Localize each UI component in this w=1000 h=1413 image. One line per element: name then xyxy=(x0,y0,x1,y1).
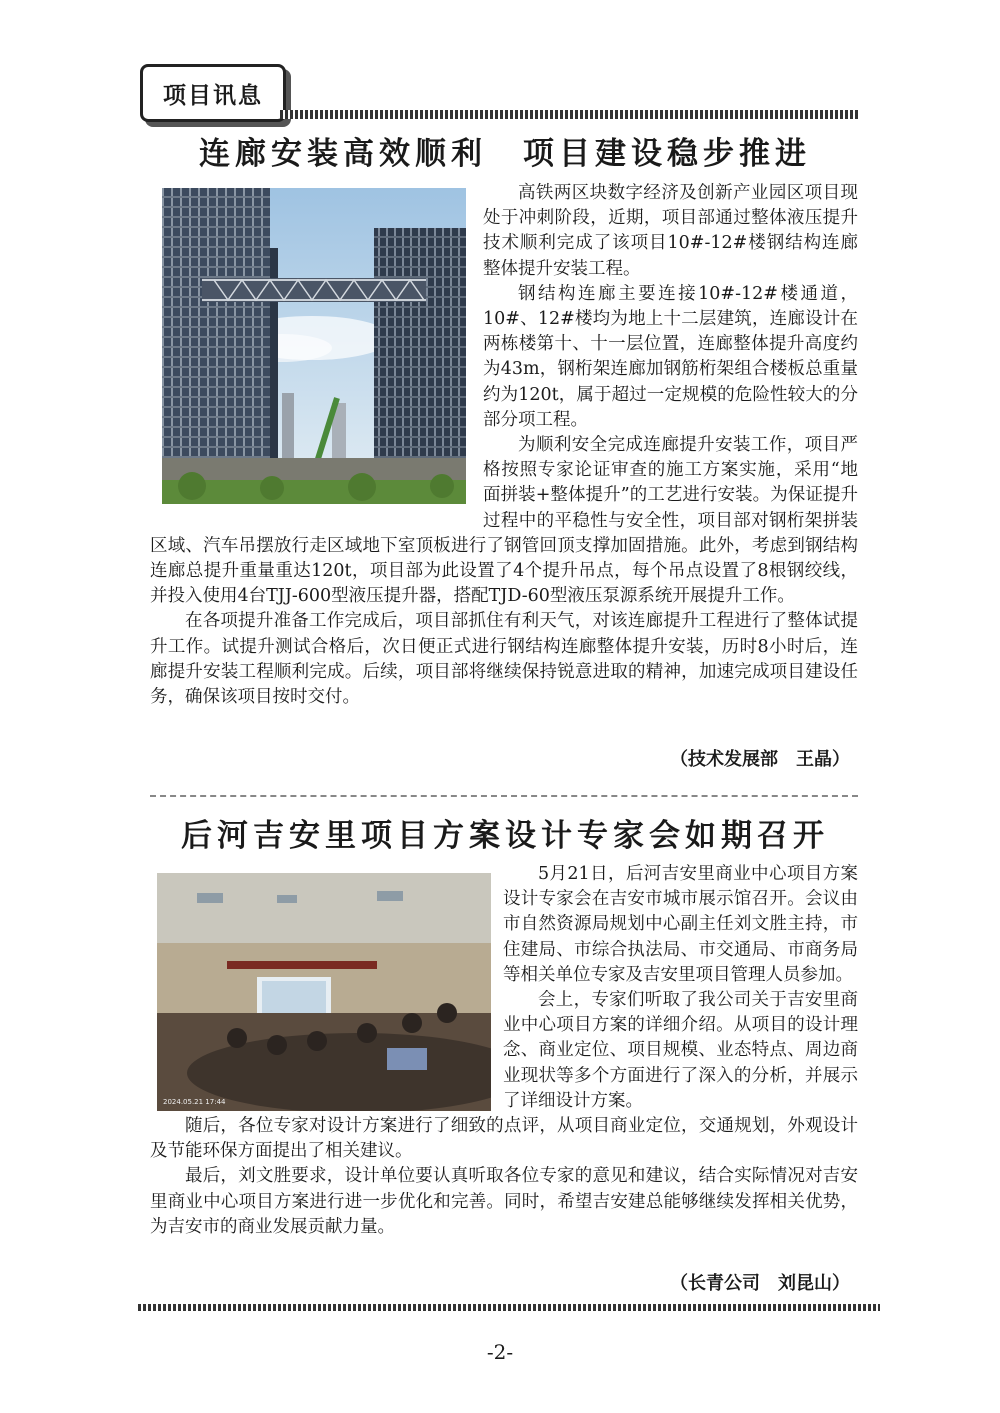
article2-headline: 后河吉安里项目方案设计专家会如期召开 xyxy=(181,818,829,854)
article1-byline: （技术发展部 王晶） xyxy=(670,749,850,770)
skybridge-photo xyxy=(162,188,466,504)
article2-paragraph: 随后，各位专家对设计方案进行了细致的点评，从项目商业定位，交通规划，外观设计及节能环保方面提出了相关建议。 xyxy=(150,1116,858,1162)
photo-timestamp: 2024.05.21 17:44 xyxy=(163,1098,226,1106)
meeting-photo xyxy=(157,873,491,1111)
section-label: 项目讯息 xyxy=(140,64,286,122)
article2-byline: （长青公司 刘昆山） xyxy=(670,1273,850,1294)
page-number: -2- xyxy=(486,1340,514,1364)
article1-paragraph: 为顺利安全完成连廊提升安装工作，项目严格按照专家论证审查的施工方案实施，采用“地面拼装+整体提升”的工艺进行安装。为保证提升过程中的平稳性与安全性，项目部对钢桁架拼装区域、汽车吊摆放行走区域地下室顶板进行了钢管回顶支撑加固措施。此外，考虑到钢结构连廊总提升重量重达120t，项目部为此设置了4个提升吊点，每个吊点设置了8根钢绞线，并投入使用4台TJJ-600型液压提升器，搭配TJD-60型液压泵源系统开展提升工作。 xyxy=(150,435,858,607)
top-decorative-rule xyxy=(280,110,860,119)
bottom-decorative-rule xyxy=(138,1304,880,1311)
article2-paragraph: 最后，刘文胜要求，设计单位要认真听取各位专家的意见和建议，结合实际情况对吉安里商业中心项目方案进行进一步优化和完善。同时，希望吉安建总能够继续发挥相关优势，为吉安市的商业发展贡献力量。 xyxy=(150,1166,858,1237)
article2-paragraph: 5月21日，后河吉安里商业中心项目方案设计专家会在吉安市城市展示馆召开。会议由市自然资源局规划中心副主任刘文胜主持，市住建局、市综合执法局、市交通局、市商务局等相关单位专家及吉安里项目管理人员参加。 xyxy=(503,864,858,985)
article1-paragraph: 在各项提升准备工作完成后，项目部抓住有利天气，对该连廊提升工程进行了整体试提升工作。试提升测试合格后，次日便正式进行钢结构连廊整体提升安装，历时8小时后，连廊提升安装工程顺利完成。后续，项目部将继续保持锐意进取的精神，加速完成项目建设任务，确保该项目按时交付。 xyxy=(150,611,858,708)
article-divider xyxy=(150,795,858,797)
article2-paragraph: 会上，专家们听取了我公司关于吉安里商业中心项目方案的详细介绍。从项目的设计理念、商业定位、项目规模、业态特点、周边商业现状等多个方面进行了深入的分析，并展示了详细设计方案。 xyxy=(503,990,858,1111)
article1-headline: 连廊安装高效顺利 项目建设稳步推进 xyxy=(199,136,811,172)
article1-paragraph: 钢结构连廊主要连接10#-12#楼通道，10#、12#楼均为地上十二层建筑，连廊设计在两栋楼第十、十一层位置，连廊整体提升高度约为43m，钢桁架连廊加钢筋桁架组合楼板总重量约为120t，属于超过一定规模的危险性较大的分部分项工程。 xyxy=(483,283,858,430)
article1-paragraph: 高铁两区块数字经济及创新产业园区项目现处于冲刺阶段，近期，项目部通过整体液压提升技术顺利完成了该项目10#-12#楼钢结构连廊整体提升安装工程。 xyxy=(483,183,858,279)
